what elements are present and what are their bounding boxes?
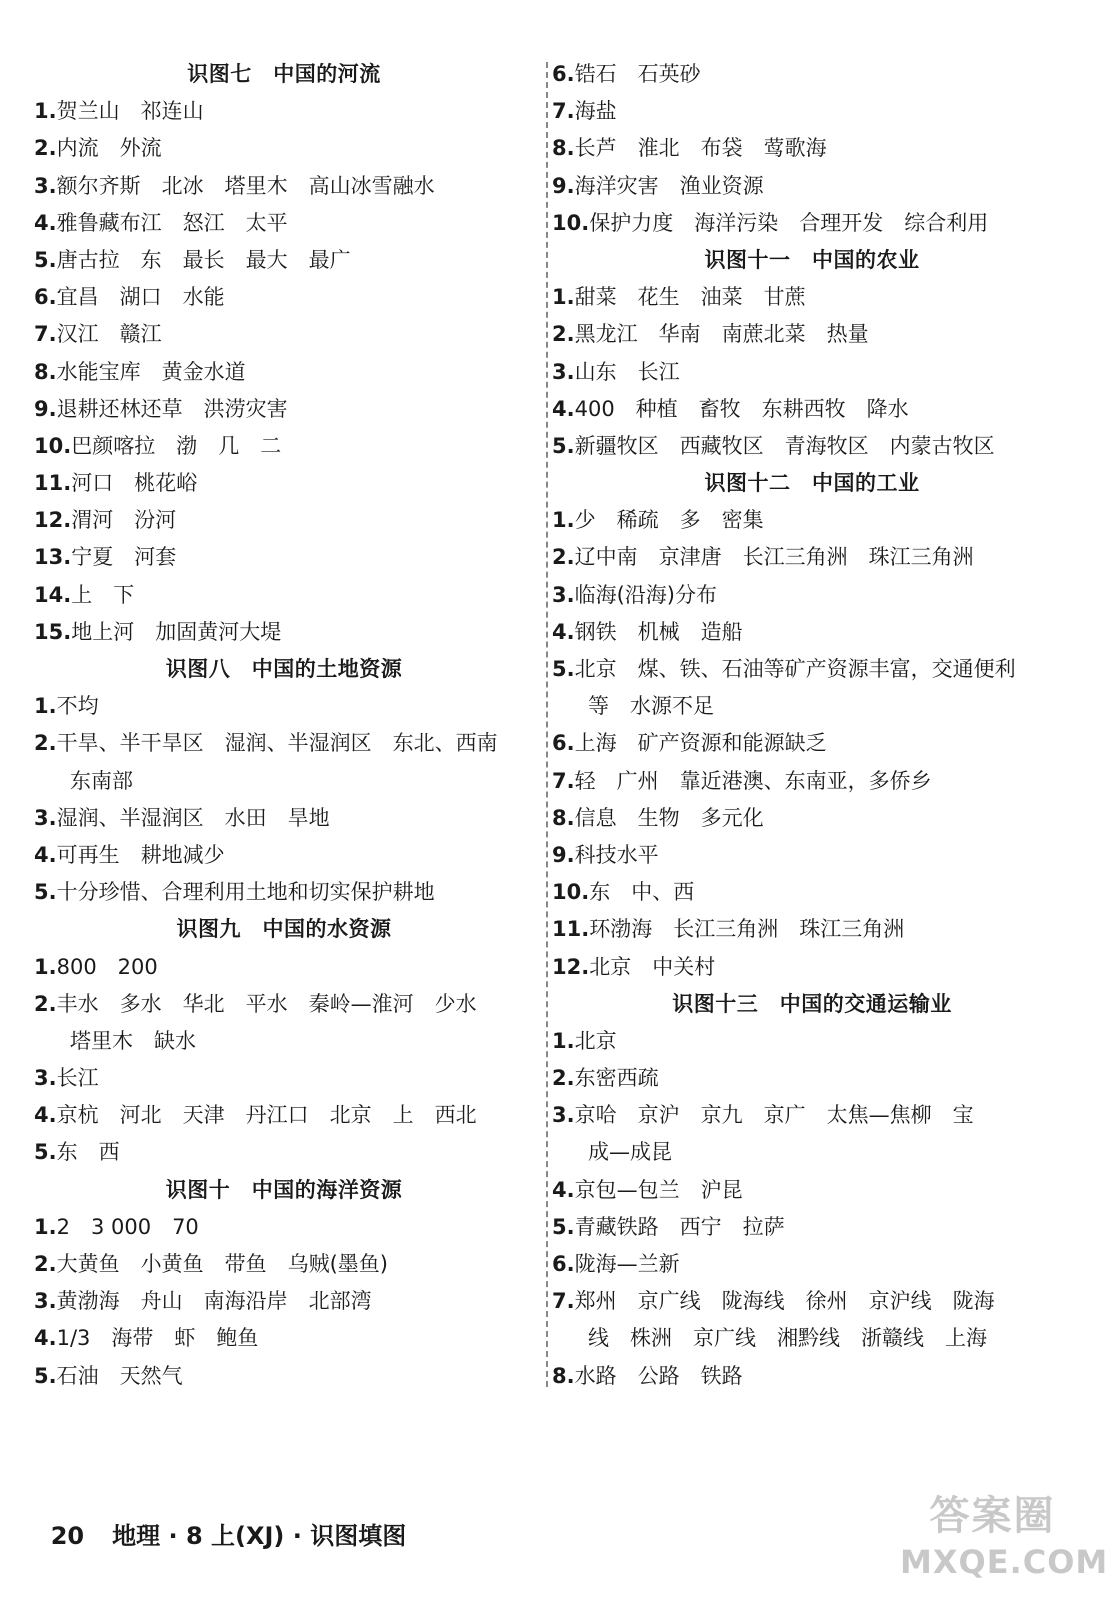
item-number: 3. (552, 582, 575, 607)
item-text: 北京 (574, 1028, 617, 1053)
item-text: 2 3 000 70 (56, 1214, 199, 1239)
answer-item (34, 539, 534, 576)
item-text: 400 种植 畜牧 东耕西牧 降水 (574, 396, 909, 421)
item-text: 长芦 淮北 布袋 莺歌海 (574, 136, 827, 161)
answer-item (552, 539, 1072, 576)
answer-item (34, 874, 534, 911)
item-text: 临海(沿海)分布 (574, 582, 717, 607)
item-number: 4. (34, 1103, 57, 1128)
item-text: 京杭 河北 天津 丹江口 北京 上 西北 (56, 1103, 477, 1128)
answer-item (34, 614, 534, 651)
section-heading: 识图八 中国的土地资源 (165, 657, 403, 681)
item-number: 11. (34, 471, 72, 496)
item-number: 2. (34, 731, 57, 756)
answer-item (552, 56, 1072, 93)
item-text: 郑州 京广线 陇海线 徐州 京沪线 陇海 (574, 1289, 995, 1314)
answer-item (34, 949, 534, 986)
answer-item (552, 1172, 1072, 1209)
answer-item (552, 354, 1072, 391)
page-number: 20 (50, 1522, 85, 1550)
item-number: 7. (552, 768, 575, 793)
answer-item (552, 428, 1072, 465)
right-column (552, 56, 1072, 1395)
answer-item (34, 465, 534, 502)
answer-item (34, 279, 534, 316)
item-number: 1. (552, 508, 575, 533)
item-text: 东密西疏 (574, 1066, 659, 1091)
item-text: 十分珍惜、合理利用土地和切实保护耕地 (56, 880, 435, 905)
item-text: 科技水平 (574, 842, 659, 867)
item-number: 1. (552, 1028, 575, 1053)
answer-item (34, 1209, 534, 1246)
item-text: 额尔齐斯 北冰 塔里木 高山冰雪融水 (56, 173, 435, 198)
item-number: 12. (552, 954, 590, 979)
item-text: 可再生 耕地减少 (56, 842, 225, 867)
answer-item (552, 911, 1072, 948)
item-number: 3. (552, 1103, 575, 1128)
answer-item (552, 316, 1072, 353)
item-text: 水路 公路 铁路 (574, 1363, 743, 1388)
item-text: 宁夏 河套 (71, 545, 177, 570)
item-text: 贺兰山 祁连山 (56, 99, 204, 124)
item-number: 4. (34, 842, 57, 867)
item-text: 信息 生物 多元化 (574, 805, 764, 830)
answer-item (552, 874, 1072, 911)
answer-item (552, 130, 1072, 167)
item-number: 7. (34, 322, 57, 347)
answer-item (34, 800, 534, 837)
item-number: 9. (552, 842, 575, 867)
item-number: 12. (34, 508, 72, 533)
item-number: 3. (34, 173, 57, 198)
section-heading: 识图十三 中国的交通运输业 (672, 991, 952, 1016)
answer-item (34, 428, 534, 465)
answer-item (34, 1320, 534, 1357)
item-number: 5. (552, 433, 575, 458)
item-text: 青藏铁路 西宁 拉萨 (574, 1214, 785, 1239)
answer-item (34, 837, 534, 874)
item-text: 渭河 汾河 (71, 508, 177, 533)
answer-item (552, 651, 1072, 688)
answer-continuation: 线 株洲 京广线 湘黔线 浙赣线 上海 (588, 1326, 987, 1351)
answer-continuation: 塔里木 缺水 (70, 1028, 196, 1053)
answer-item (552, 725, 1072, 762)
item-number: 10. (552, 880, 590, 905)
item-number: 1. (34, 1214, 57, 1239)
answer-continuation: 成—成昆 (588, 1140, 672, 1165)
section-heading: 识图九 中国的水资源 (176, 917, 392, 942)
section-heading: 识图十 中国的海洋资源 (165, 1177, 403, 1202)
answer-item (34, 986, 534, 1023)
answer-item (34, 242, 534, 279)
answer-item (34, 502, 534, 539)
section-heading: 识图十二 中国的工业 (704, 471, 920, 496)
item-number: 3. (552, 359, 575, 384)
item-number: 8. (34, 359, 57, 384)
item-text: 800 200 (56, 954, 158, 979)
answer-item (552, 502, 1072, 539)
item-text: 上海 矿产资源和能源缺乏 (574, 731, 827, 756)
column-divider (546, 62, 548, 1387)
item-number: 5. (552, 657, 575, 681)
answer-item (552, 1358, 1072, 1395)
answer-item (34, 1097, 534, 1134)
answer-item (34, 688, 534, 725)
item-text: 京哈 京沪 京九 京广 太焦—焦柳 宝 (574, 1103, 974, 1128)
item-number: 4. (552, 619, 575, 644)
item-number: 8. (552, 805, 575, 830)
item-number: 15. (34, 619, 72, 644)
answer-item (552, 1283, 1072, 1320)
item-text: 辽中南 京津唐 长江三角洲 珠江三角洲 (574, 545, 974, 570)
watermark-logo (900, 1490, 1109, 1590)
answer-item (552, 391, 1072, 428)
item-text: 陇海—兰新 (574, 1252, 680, 1276)
item-number: 4. (552, 1177, 575, 1202)
item-number: 8. (552, 136, 575, 161)
answer-item (552, 93, 1072, 130)
item-number: 9. (34, 396, 57, 421)
answer-continuation: 东南部 (70, 768, 133, 793)
item-number: 1. (552, 285, 575, 310)
item-number: 5. (552, 1214, 575, 1239)
item-text: 地上河 加固黄河大堤 (71, 619, 282, 644)
item-text: 1/3 海带 虾 鲍鱼 (56, 1326, 259, 1351)
answer-item (552, 1209, 1072, 1246)
item-text: 干旱、半干旱区 湿润、半湿润区 东北、西南 (56, 731, 498, 756)
answer-item (34, 93, 534, 130)
item-text: 宜昌 湖口 水能 (56, 285, 225, 310)
item-text: 长江 (56, 1066, 99, 1091)
section-heading: 识图十一 中国的农业 (704, 247, 920, 272)
answer-continuation: 等 水源不足 (588, 694, 714, 719)
item-number: 5. (34, 880, 57, 905)
answer-item (552, 279, 1072, 316)
item-number: 7. (552, 99, 575, 124)
item-number: 14. (34, 582, 72, 607)
item-text: 山东 长江 (574, 359, 680, 384)
answer-item (34, 391, 534, 428)
answer-item (552, 1246, 1072, 1283)
item-number: 1. (34, 694, 57, 719)
item-text: 海盐 (574, 99, 617, 124)
answer-item (552, 1023, 1072, 1060)
item-number: 2. (34, 991, 57, 1016)
answer-item (552, 205, 1072, 242)
item-text: 海洋灾害 渔业资源 (574, 173, 764, 198)
answer-item (552, 1060, 1072, 1097)
answer-item (552, 837, 1072, 874)
item-number: 3. (34, 1289, 57, 1314)
item-number: 10. (552, 210, 590, 235)
item-text: 新疆牧区 西藏牧区 青海牧区 内蒙古牧区 (574, 433, 995, 458)
item-number: 11. (552, 917, 590, 942)
item-number: 2. (552, 322, 575, 347)
item-text: 钢铁 机械 造船 (574, 619, 743, 644)
item-text: 黑龙江 华南 南蔗北菜 热量 (574, 322, 869, 347)
footer-title: 地理 · 8 上(XJ) · 识图填图 (112, 1522, 407, 1550)
item-number: 2. (34, 1252, 57, 1276)
item-number: 5. (34, 1140, 57, 1165)
answer-item (34, 354, 534, 391)
answer-item (552, 800, 1072, 837)
watermark-top: 答案圈 (929, 1493, 1056, 1539)
item-text: 唐古拉 东 最长 最大 最广 (56, 247, 351, 272)
item-text: 北京 煤、铁、石油等矿产资源丰富，交通便利 (574, 657, 1016, 681)
item-number: 1. (34, 99, 57, 124)
page-footer (34, 1488, 406, 1551)
item-text: 上 下 (71, 582, 135, 607)
item-number: 8. (552, 1363, 575, 1388)
item-text: 东 中、西 (589, 880, 695, 905)
item-number: 13. (34, 545, 72, 570)
item-number: 4. (34, 210, 57, 235)
item-text: 退耕还林还草 洪涝灾害 (56, 396, 288, 421)
item-text: 巴颜喀拉 渤 几 二 (71, 433, 282, 458)
item-text: 环渤海 长江三角洲 珠江三角洲 (589, 917, 905, 942)
answer-item (552, 949, 1072, 986)
item-text: 轻 广州 靠近港澳、东南亚，多侨乡 (574, 768, 932, 793)
item-number: 4. (552, 396, 575, 421)
answer-item (34, 205, 534, 242)
item-text: 黄渤海 舟山 南海沿岸 北部湾 (56, 1289, 372, 1314)
answer-item (34, 130, 534, 167)
item-number: 10. (34, 433, 72, 458)
answer-item (552, 763, 1072, 800)
item-text: 北京 中关村 (589, 954, 716, 979)
item-number: 1. (34, 954, 57, 979)
item-text: 甜菜 花生 油菜 甘蔗 (574, 285, 806, 310)
item-text: 京包—包兰 沪昆 (574, 1177, 743, 1202)
answer-item (34, 1246, 534, 1283)
section-heading: 识图七 中国的河流 (187, 62, 381, 86)
watermark-bottom: MXQE.COM (900, 1543, 1109, 1581)
answer-item (34, 577, 534, 614)
item-number: 4. (34, 1326, 57, 1351)
item-text: 东 西 (56, 1140, 120, 1165)
item-text: 少 稀疏 多 密集 (574, 508, 764, 533)
item-number: 2. (552, 545, 575, 570)
item-number: 3. (34, 1066, 57, 1091)
answer-item (552, 168, 1072, 205)
item-number: 2. (552, 1066, 575, 1091)
item-text: 锆石 石英砂 (574, 62, 701, 86)
answer-item (34, 1283, 534, 1320)
answer-item (34, 1060, 534, 1097)
item-text: 水能宝库 黄金水道 (56, 359, 246, 384)
answer-item (34, 316, 534, 353)
item-text: 河口 桃花峪 (71, 471, 198, 496)
item-number: 7. (552, 1289, 575, 1314)
item-number: 6. (552, 731, 575, 756)
item-text: 石油 天然气 (56, 1363, 183, 1388)
item-number: 9. (552, 173, 575, 198)
answer-item (552, 1097, 1072, 1134)
item-number: 6. (34, 285, 57, 310)
item-number: 5. (34, 247, 57, 272)
item-number: 2. (34, 136, 57, 161)
answer-item (34, 1358, 534, 1395)
left-column (34, 56, 534, 1395)
item-number: 6. (552, 1252, 575, 1276)
item-text: 大黄鱼 小黄鱼 带鱼 乌贼(墨鱼) (56, 1252, 388, 1276)
item-number: 3. (34, 805, 57, 830)
item-number: 5. (34, 1363, 57, 1388)
item-text: 湿润、半湿润区 水田 旱地 (56, 805, 330, 830)
item-text: 汉江 赣江 (56, 322, 162, 347)
answer-item (34, 1134, 534, 1171)
answer-item (552, 577, 1072, 614)
item-text: 保护力度 海洋污染 合理开发 综合利用 (589, 210, 989, 235)
item-text: 不均 (56, 694, 99, 719)
item-text: 丰水 多水 华北 平水 秦岭—淮河 少水 (56, 991, 477, 1016)
item-text: 内流 外流 (56, 136, 162, 161)
answer-item (552, 614, 1072, 651)
answer-item (34, 168, 534, 205)
item-text: 雅鲁藏布江 怒江 太平 (56, 210, 288, 235)
answer-item (34, 725, 534, 762)
item-number: 6. (552, 62, 575, 86)
